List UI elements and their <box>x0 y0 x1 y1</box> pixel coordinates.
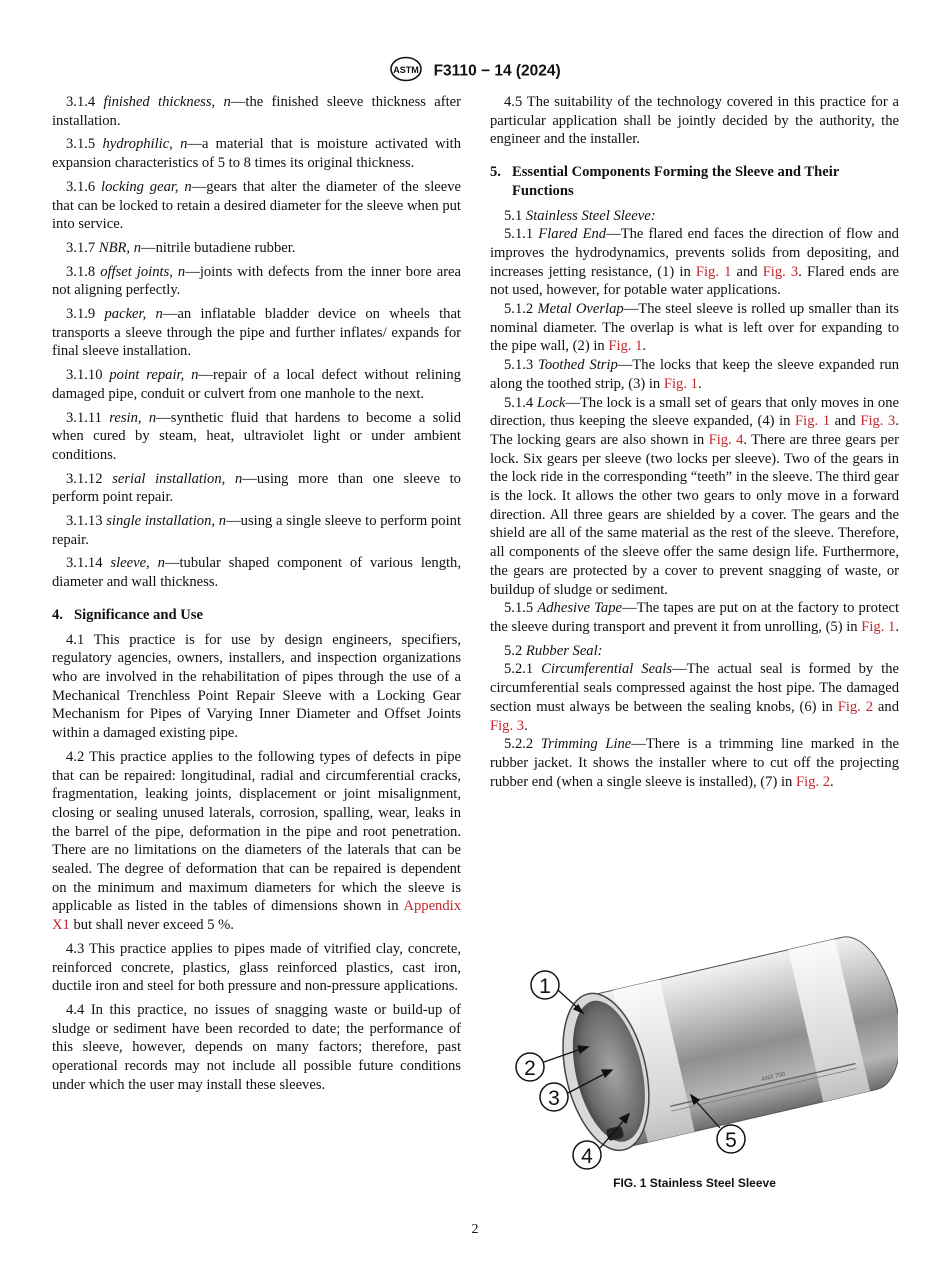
svg-text:3: 3 <box>548 1087 560 1110</box>
paragraph-5-1-4: 5.1.4 Lock—The lock is a small set of gears that only moves in one direction, thus keeping the sleeve expanded, (4) in Fig. 1 and Fig. 3. The locking gears are also shown in Fig. 4. There are three gears per lock. Six gears per sleeve (two locks per sleeve). Two of the gears in the lock ride in the corresponding “teeth” in the sleeve. The third gear is the lock. It allows the other two gears to only move in a forward direction. All three gears are shielded by a cover. The gears and the shield are all of the same material as the rest of the sleeve. Therefore, all components of the sleeve offer the same design life. Furthermore, the gears are protected by a cover to prevent snagging of waste, or buildup of sludge or sediment. <box>490 394 900 598</box>
paragraph-4-1: 4.1 This practice is for use by design engineers, specifiers, regulatory agencies, owners, installers, and inspection organizations who are involved in the rehabilitation of pipes through the use of a Mechanical Trenchless Point Repair Sleeve with a Locking Gear Mechanism for Pipes of Varying Inner Diameter and Offset Joints within a damaged existing pipe. <box>52 631 461 742</box>
paragraph-4-3: 4.3 This practice applies to pipes made of vitrified clay, concrete, reinforced concrete, plastics, glass reinforced plastics, cast iron, ductile iron and steel for both pressure and non-pressure applications. <box>52 940 461 995</box>
page-header <box>0 56 950 87</box>
fig-1-link[interactable]: Fig. 1 <box>861 618 896 635</box>
sleeve-illustration <box>508 906 898 1176</box>
svg-text:2: 2 <box>524 1057 536 1080</box>
paragraph-5-1-3: 5.1.3 Toothed Strip—The locks that keep the sleeve expanded run along the toothed strip, (3) in Fig. 1. <box>490 357 899 392</box>
fig-3-link[interactable]: Fig. 3 <box>860 413 896 430</box>
definition-3-1-9: 3.1.9 packer, n—an inflatable bladder device on wheels that transports a sleeve through the pipe and further inflates/ expands for final sleeve installation. <box>52 306 461 360</box>
svg-text:5: 5 <box>725 1129 737 1152</box>
right-column <box>490 93 899 791</box>
svg-text:1: 1 <box>539 975 551 998</box>
paragraph-5-1-5: 5.1.5 Adhesive Tape—The tapes are put on at the factory to protect the sleeve during transport and prevent it from unrolling, (5) in Fig. 1. <box>490 600 900 635</box>
paragraph-5-1-1: 5.1.1 Flared End—The flared end faces the direction of flow and improves the hydrodynamics, prevents solids from depositing, and increases jetting resistance, (1) in Fig. 1 and Fig. 3. Flared ends are not used, however, for potable water applications. <box>490 226 900 299</box>
fig-2-link[interactable]: Fig. 2 <box>837 698 874 715</box>
definition-3-1-10: 3.1.10 point repair, n—repair of a local defect without relining damaged pipe, conduit or culvert from one manhole to the next. <box>52 367 461 402</box>
fig-1-link[interactable]: Fig. 1 <box>695 263 732 280</box>
section-5-heading: 5. Essential Components Forming the Sleeve and Their Functions <box>490 164 840 199</box>
fig-1-link[interactable]: Fig. 1 <box>795 413 831 430</box>
section-4-heading: 4. Significance and Use <box>52 606 203 623</box>
definition-3-1-14: 3.1.14 sleeve, n—tubular shaped component of various length, diameter and wall thickness. <box>52 555 461 591</box>
paragraph-5-2-1: 5.2.1 Circumferential Seals—The actual seal is formed by the circumferential seals compressed against the host pipe. The damaged section must always be between the sealing knobs, (6) in Fig. 2 and Fig. 3. <box>490 661 900 734</box>
fig-1-link[interactable]: Fig. 1 <box>608 338 643 355</box>
definition-3-1-4: 3.1.4 finished thickness, n—the finished sleeve thickness after installation. <box>52 94 461 129</box>
definition-3-1-12: 3.1.12 serial installation, n—using more than one sleeve to perform point repair. <box>52 470 461 506</box>
svg-text:4: 4 <box>581 1145 593 1168</box>
sleeve-marking: ANX 700 <box>761 1071 786 1083</box>
paragraph-4-2: 4.2 This practice applies to the following types of defects in pipe that can be repaired: longitudinal, radial and circumferential cracks, fragmentation, leaking joints, displacement or joint misalignment, closing or sealing unused laterals, corrosion, spalling, wear, leaks in the barrel of the pipe, deformation in the pipe and root penetration. There are no limitations on the diameters of the laterals that can be sealed. The degree of deformation that can be repaired is dependent on the minimum and maximum diameters for which the sleeve is applicable as listed in the tables of dimensions shown in Appendix X1 but shall never exceed 5 %. <box>52 748 461 934</box>
appendix-x1-link[interactable]: Appendix X1 <box>52 898 461 934</box>
definition-3-1-6: 3.1.6 locking gear, n—gears that alter the diameter of the sleeve that can be locked to retain a desired diameter for the sleeve when put into service. <box>52 178 461 233</box>
paragraph-4-5: 4.5 The suitability of the technology covered in this practice for a particular application shall be jointly decided by the authority, the engineer and the installer. <box>490 94 899 148</box>
definition-3-1-5: 3.1.5 hydrophilic, n—a material that is moisture activated with expansion characteristics of 5 to 8 times its original thickness. <box>52 136 461 172</box>
figure-1-caption: FIG. 1 Stainless Steel Sleeve <box>613 1176 776 1190</box>
definition-3-1-13: 3.1.13 single installation, n—using a single sleeve to perform point repair. <box>52 513 462 548</box>
subsection-5-1: 5.1 Stainless Steel Sleeve: <box>504 207 656 224</box>
fig-1-link[interactable]: Fig. 1 <box>663 375 698 392</box>
svg-text:ASTM: ASTM <box>393 65 420 75</box>
astm-logo <box>389 56 423 87</box>
definition-3-1-7: 3.1.7 NBR, n—nitrile butadiene rubber. <box>66 239 296 256</box>
paragraph-5-2-2: 5.2.2 Trimming Line—There is a trimming line marked in the rubber jacket. It shows the installer where to cut off the projecting rubber end (when a single sleeve is installed), (7) in Fig. 2. <box>490 736 900 790</box>
paragraph-5-1-2: 5.1.2 Metal Overlap—The steel sleeve is rolled up smaller than its nominal diameter. The overlap is what is left over for expanding to the pipe wall, (2) in Fig. 1. <box>490 301 899 355</box>
paragraph-4-4: 4.4 In this practice, no issues of snagging waste or build-up of sludge or sediment have been recorded to date; the performance of this sleeve, however, depends on many factors; therefore, past operational records may not include all possible future conditions under which the user may install these sleeves. <box>52 1001 461 1093</box>
fig-4-link[interactable]: Fig. 4 <box>708 431 744 448</box>
figure-1-stainless-steel-sleeve <box>508 906 898 1176</box>
fig-2-link[interactable]: Fig. 2 <box>795 773 831 790</box>
definition-3-1-11: 3.1.11 resin, n—synthetic fluid that hardens to become a solid when cured by steam, heat, ultraviolet light or under ambient conditions. <box>52 409 461 463</box>
fig-3-link[interactable]: Fig. 3 <box>490 717 525 734</box>
definition-3-1-8: 3.1.8 offset joints, n—joints with defects from the inner bore area not aligning perfectly. <box>52 263 462 299</box>
document-designation: F3110 − 14 (2024) <box>433 62 561 80</box>
page-number: 2 <box>471 1222 479 1237</box>
left-column <box>52 93 461 1099</box>
fig-3-link[interactable]: Fig. 3 <box>762 263 799 280</box>
subsection-5-2: 5.2 Rubber Seal: <box>504 642 603 659</box>
